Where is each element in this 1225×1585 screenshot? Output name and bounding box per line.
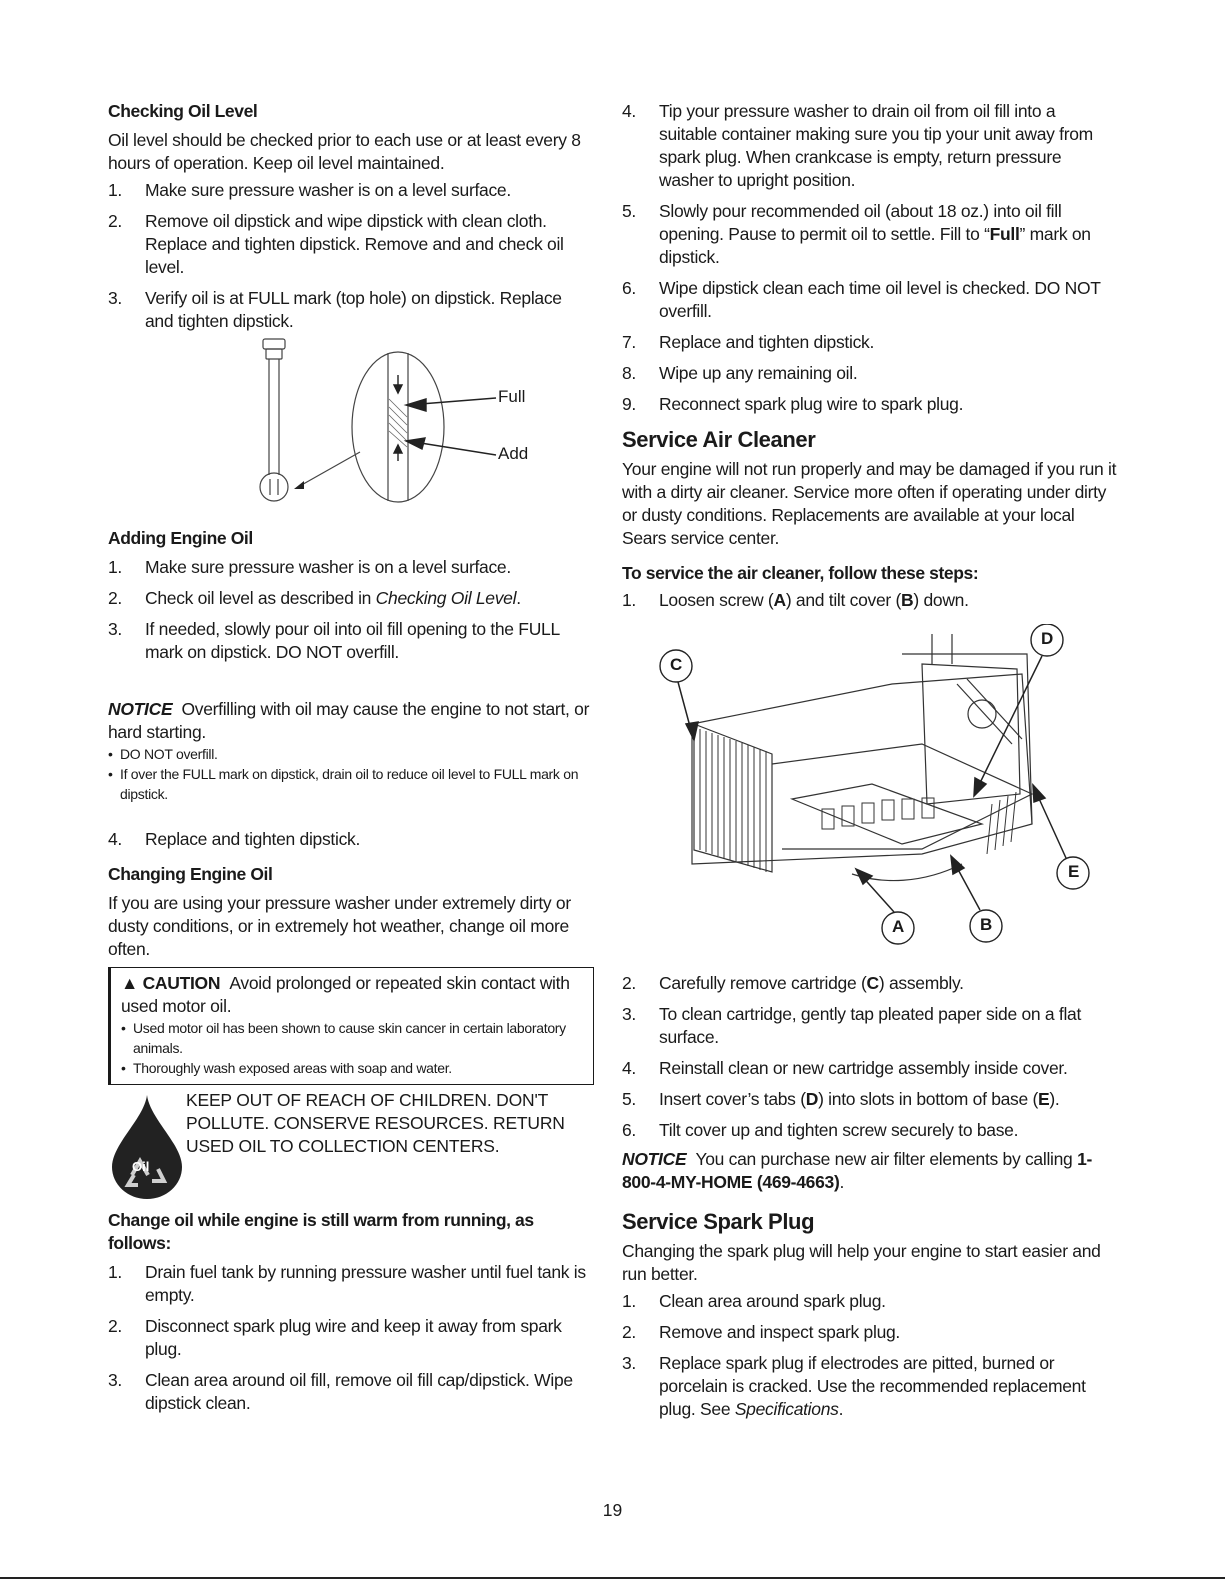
list-item: 3. Verify oil is at FULL mark (top hole) on dipstick. Replace and tighten dipstick. — [108, 288, 562, 331]
caution-label: CAUTION — [142, 973, 221, 993]
list-item: 9. Reconnect spark plug wire to spark plug. — [622, 394, 964, 414]
dipstick-diagram — [108, 337, 594, 523]
checking-oil-level-reference: Checking Oil Level — [375, 588, 517, 608]
list-item: 1. Loosen screw (A) and tilt cover (B) down. — [622, 590, 969, 610]
list-item: • Used motor oil has been shown to cause skin cancer in certain laboratory animals. — [121, 1020, 566, 1056]
checking-oil-heading: Checking Oil Level — [108, 101, 258, 121]
list-item: 6. Tilt cover up and tighten screw securely to base. — [622, 1120, 1019, 1140]
list-item: • DO NOT overfill. — [108, 746, 218, 762]
list-item: • Thoroughly wash exposed areas with soap and water. — [121, 1060, 452, 1076]
list-item: 8. Wipe up any remaining oil. — [622, 363, 858, 383]
left-column — [108, 100, 594, 1415]
recycle-notice — [108, 1089, 594, 1207]
callout-e: E — [1068, 862, 1080, 881]
list-item: 3. Clean area around oil fill, remove oil fill cap/dipstick. Wipe dipstick clean. — [108, 1370, 573, 1413]
air-cleaner-intro: Your engine will not run properly and may be damaged if you run it with a dirty air cleaner. Service more often if operating under dirty or dusty conditions. Replacements are available at your local Sears service center. — [622, 459, 1117, 548]
callout-d: D — [1041, 629, 1054, 648]
caution-box: ▲ CAUTION Avoid prolonged or repeated skin contact with used motor oil. • Used motor oil has been shown to cause skin cancer in certain laboratory animals. • Thoroughly wash exposed areas with soap and water. — [108, 967, 594, 1085]
list-item: 4. Tip your pressure washer to drain oil from oil fill into a suitable container making sure you tip your unit away from spark plug. When crankcase is empty, return pressure washer to upright position. — [622, 101, 1093, 190]
spark-plug-intro: Changing the spark plug will help your engine to start easier and run better. — [622, 1241, 1101, 1284]
air-cleaner-subheading: To service the air cleaner, follow these steps: — [622, 563, 979, 583]
callout-b: B — [980, 915, 993, 934]
list-item: • If over the FULL mark on dipstick, drain oil to reduce oil level to FULL mark on dipstick. — [108, 766, 579, 802]
list-item: 2. Disconnect spark plug wire and keep it away from spark plug. — [108, 1316, 562, 1359]
list-item: 2. Check oil level as described in Checking Oil Level. — [108, 588, 521, 608]
air-cleaner-diagram — [622, 624, 1117, 966]
air-cleaner-figure — [622, 624, 1117, 966]
changing-oil-intro: If you are using your pressure washer under extremely dirty or dusty conditions, or in extremely hot weather, change oil more often. — [108, 893, 571, 959]
list-item: 3. To clean cartridge, gently tap pleated paper side on a flat surface. — [622, 1004, 1082, 1047]
callout-c: C — [670, 655, 683, 674]
service-spark-plug-heading: Service Spark Plug — [622, 1209, 815, 1234]
list-item: 6. Wipe dipstick clean each time oil level is checked. DO NOT overfill. — [622, 278, 1101, 321]
notice-label: NOTICE — [108, 699, 173, 719]
list-item: 3. Replace spark plug if electrodes are pitted, burned or porcelain is cracked. Use the recommended replacement plug. See Specifications. — [622, 1353, 1086, 1419]
overfill-notice: NOTICE Overfilling with oil may cause the engine to not start, or hard starting. • DO NOT overfill. • If over the FULL mark on dipstick, drain oil to reduce oil level to FULL mark on dipstick. — [108, 698, 594, 804]
specifications-reference: Specifications — [734, 1399, 839, 1419]
add-mark-label: Add — [498, 444, 529, 463]
list-item: 2. Remove oil dipstick and wipe dipstick with clean cloth. Replace and tighten dipstick. Remove and and check oil level. — [108, 211, 564, 277]
oil-recycle-icon: Oil — [108, 1089, 186, 1207]
adding-oil-heading: Adding Engine Oil — [108, 528, 253, 548]
right-column — [622, 100, 1117, 1421]
list-item: 4. Replace and tighten dipstick. — [108, 829, 361, 849]
list-item: 1. Drain fuel tank by running pressure washer until fuel tank is empty. — [108, 1262, 586, 1305]
change-oil-subheading: Change oil while engine is still warm from running, as follows: — [108, 1210, 534, 1253]
list-item: 5. Slowly pour recommended oil (about 18 oz.) into oil fill opening. Pause to permit oil to settle. Fill to “Full” mark on dipstick. — [622, 201, 1091, 267]
changing-oil-heading: Changing Engine Oil — [108, 864, 273, 884]
bottom-rule — [0, 1577, 1225, 1579]
list-item: 2. Carefully remove cartridge (C) assembly. — [622, 973, 964, 993]
air-filter-notice: NOTICE You can purchase new air filter elements by calling 1-800-4-MY-HOME (469-4663). — [622, 1149, 1093, 1192]
list-item: 1. Make sure pressure washer is on a level surface. — [108, 557, 511, 577]
list-item: 2. Remove and inspect spark plug. — [622, 1322, 900, 1342]
service-air-cleaner-heading: Service Air Cleaner — [622, 427, 816, 452]
list-item: 4. Reinstall clean or new cartridge assembly inside cover. — [622, 1058, 1068, 1078]
callout-a: A — [892, 917, 905, 936]
list-item: 3. If needed, slowly pour oil into oil fill opening to the FULL mark on dipstick. DO NOT overfill. — [108, 619, 560, 662]
list-item: 1. Make sure pressure washer is on a level surface. — [108, 180, 511, 200]
list-item: 1. Clean area around spark plug. — [622, 1291, 886, 1311]
warning-triangle-icon: ▲ — [121, 973, 139, 993]
dipstick-figure — [108, 337, 594, 523]
recycle-text: KEEP OUT OF REACH OF CHILDREN. DON'T POLLUTE. CONSERVE RESOURCES. RETURN USED OIL TO COLLECTION CENTERS. — [186, 1090, 565, 1156]
checking-oil-intro: Oil level should be checked prior to each use or at least every 8 hours of operation. Keep oil level maintained. — [108, 130, 581, 173]
list-item: 5. Insert cover’s tabs (D) into slots in bottom of base (E). — [622, 1089, 1060, 1109]
phone-number: 1-800-4-MY-HOME (469-4663) — [622, 1149, 1093, 1192]
page-number: 19 — [602, 1500, 623, 1520]
full-mark-label: Full — [498, 387, 526, 406]
list-item: 7. Replace and tighten dipstick. — [622, 332, 875, 352]
